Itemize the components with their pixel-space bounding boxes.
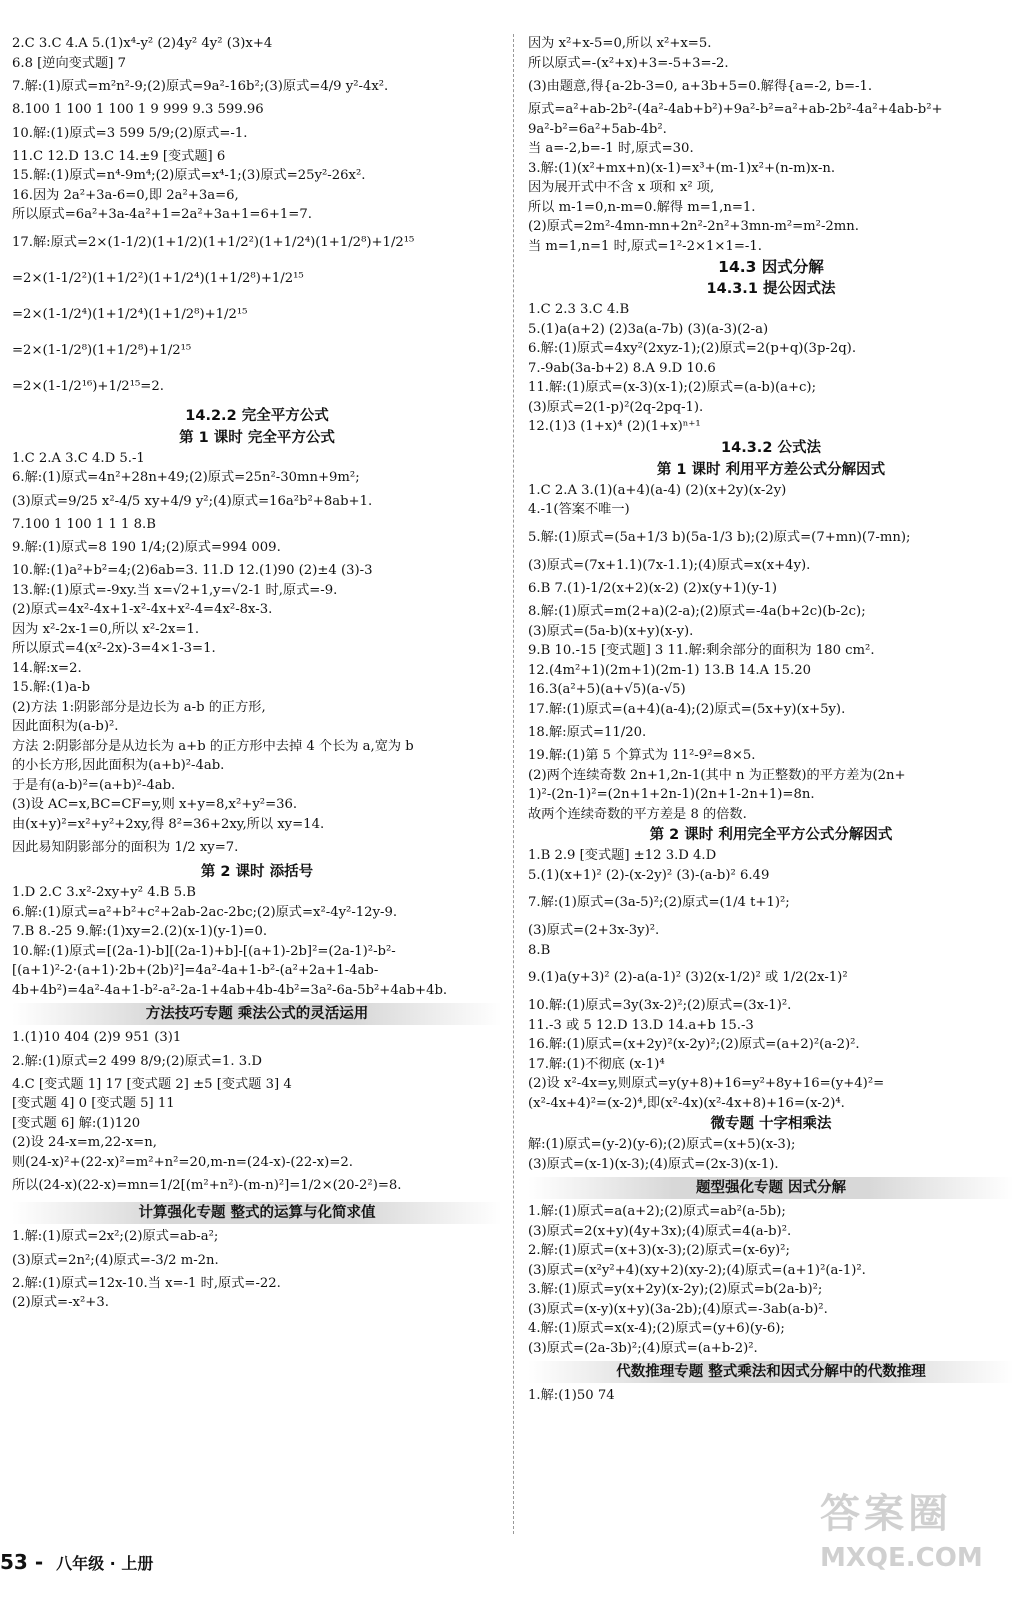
answer-line: (3)原式=(x-1)(x-3);(4)原式=(2x-3)(x-1). (528, 1156, 779, 1172)
answer-line: 当 a=-2,b=-1 时,原式=30. (528, 141, 694, 156)
answer-line: 4.-1(答案不唯一) (528, 502, 630, 517)
answer-line: 则(24-x)²+(22-x)²=m²+n²=20,m-n=(24-x)-(22-x)=2. (12, 1154, 353, 1170)
answer-line: 2.解:(1)原式=2 499 8/9;(2)原式=1. 3.D (12, 1053, 262, 1069)
answer-line: =2×(1-1/2⁴)(1+1/2⁴)(1+1/2⁸)+1/2¹⁵ (12, 306, 248, 322)
answer-line: 7.B 8.-25 9.解:(1)xy=2.(2)(x-1)(y-1)=0. (12, 924, 268, 939)
answer-line: (3)由题意,得{a-2b-3=0, a+3b+5=0.解得{a=-2, b=-1. (528, 79, 873, 94)
watermark-text: 答案圈 (820, 1491, 952, 1537)
answer-line: 因为展开式中不含 x 项和 x² 项, (528, 180, 715, 195)
answer-line: 所以 m-1=0,n-m=0.解得 m=1,n=1. (528, 199, 756, 215)
grade-label: 八年级 · 上册 (56, 1554, 154, 1573)
answer-line: 解:(1)原式=(y-2)(y-6);(2)原式=(x+5)(x-3); (528, 1137, 796, 1152)
answer-line: (3)原式=(2a-3b)²;(4)原式=(a+b-2)². (528, 1340, 758, 1356)
answer-line: 6.解:(1)原式=4n²+28n+49;(2)原式=25n²-30mn+9m²; (12, 470, 360, 485)
answer-line: [变式题 4] 0 [变式题 5] 11 (12, 1096, 175, 1111)
answer-line: 6.解:(1)原式=a²+b²+c²+2ab-2ac-2bc;(2)原式=x²-4y²-12y-9. (12, 904, 398, 920)
right-column (528, 34, 1014, 1406)
answer-line: 的小长方形,因此面积为(a+b)²-4ab. (12, 758, 225, 773)
watermark-logo (820, 1482, 1020, 1592)
answer-line: 1.解:(1)50 74 (528, 1388, 615, 1403)
answer-line: 2.解:(1)原式=12x-10.当 x=-1 时,原式=-22. (12, 1275, 281, 1291)
answer-line: 1.C 2.3 3.C 4.B (528, 302, 630, 317)
answer-line: 4.解:(1)原式=x(x-4);(2)原式=(y+6)(y-6); (528, 1321, 785, 1336)
answer-line: 10.解:(1)原式=3y(3x-2)²;(2)原式=(3x-1)². (528, 998, 792, 1013)
section-heading: 14.3.2 公式法 (721, 439, 821, 456)
answer-line: 8.解:(1)原式=m(2+a)(2-a);(2)原式=-4a(b+2c)(b-2c); (528, 604, 866, 619)
answer-line: 17.解:原式=2×(1-1/2)(1+1/2)(1+1/2²)(1+1/2⁴)(1+1/2⁸)+1/2¹⁵ (12, 234, 415, 250)
section-heading: 微专题 十字相乘法 (710, 1116, 832, 1132)
answer-line: 7.100 1 100 1 1 1 8.B (12, 516, 156, 532)
answer-line: 12.(1)3 (1+x)⁴ (2)(1+x)ⁿ⁺¹ (528, 419, 701, 434)
answer-line: 9.(1)a(y+3)² (2)-a(a-1)² (3)2(x-1/2)² 或 1/2(2x-1)² (528, 970, 848, 985)
answer-line: (3)设 AC=x,BC=CF=y,则 x+y=8,x²+y²=36. (12, 797, 298, 812)
page-number: 53 (0, 1550, 28, 1574)
answer-line: 2.解:(1)原式=(x+3)(x-3);(2)原式=(x-6y)²; (528, 1243, 790, 1258)
footer-separator: - (34, 1550, 44, 1574)
answer-line: (2)原式=2m²-4mn-mn+2n²-2n²+3mn-m²=m²-2mn. (528, 219, 859, 234)
answer-line: 16.解:(1)原式=(x+2y)²(x-2y)²;(2)原式=(a+2)²(a-2)². (528, 1037, 860, 1052)
section-heading: 方法技巧专题 乘法公式的灵活运用 (12, 1003, 502, 1025)
column-divider (513, 34, 514, 1534)
answer-line: 因此面积为(a-b)². (12, 719, 119, 734)
section-heading: 代数推理专题 整式乘法和因式分解中的代数推理 (528, 1361, 1014, 1383)
answer-line: 6.B 7.(1)-1/2(x+2)(x-2) (2)x(y+1)(y-1) (528, 581, 777, 596)
answer-line: (3)原式=(x-y)(x+y)(3a-2b);(4)原式=-3ab(a-b)². (528, 1301, 828, 1317)
answer-line: 所以原式=-(x²+x)+3=-5+3=-2. (528, 55, 729, 71)
answer-line: 7.-9ab(3a-b+2) 8.A 9.D 10.6 (528, 360, 716, 376)
answer-line: 方法 2:阴影部分是从边长为 a+b 的正方形中去掉 4 个长为 a,宽为 b (12, 738, 414, 754)
section-heading: 14.3 因式分解 (718, 258, 824, 276)
answer-line: 8.B (528, 942, 551, 958)
answer-line: 1.解:(1)原式=2x²;(2)原式=ab-a²; (12, 1229, 219, 1244)
answer-line: 由(x+y)²=x²+y²+2xy,得 8²=36+2xy,所以 xy=14. (12, 816, 325, 832)
answer-line: 18.解:原式=11/20. (528, 725, 647, 740)
answer-line: 于是有(a-b)²=(a+b)²-4ab. (12, 777, 176, 793)
answer-line: 1)²-(2n-1)²=(2n+1+2n-1)(2n+1-2n+1)=8n. (528, 787, 815, 802)
answer-line: 10.解:(1)原式=[(2a-1)-b][(2a-1)+b]-[(a+1)-2b]²=(2a-1)²-b²- (12, 943, 396, 959)
section-heading: 第 1 课时 完全平方公式 (179, 429, 335, 446)
answer-line: (3)原式=(x²y²+4)(xy+2)(xy-2);(4)原式=(a+1)²(a-1)². (528, 1262, 866, 1278)
answer-line: 所以(24-x)(22-x)=mn=1/2[(m²+n²)-(m-n)²]=1/2×(20-2²)=8. (12, 1178, 402, 1193)
answer-line: (3)原式=2(1-p)²(2q-2pq-1). (528, 399, 704, 415)
answer-line: 当 m=1,n=1 时,原式=1²-2×1×1=-1. (528, 238, 762, 254)
answer-line: 12.(4m²+1)(2m+1)(2m-1) 13.B 14.A 15.20 (528, 662, 812, 678)
answer-line: =2×(1-1/2²)(1+1/2²)(1+1/2⁴)(1+1/2⁸)+1/2¹⁵ (12, 270, 304, 286)
answer-line: (3)原式=9/25 x²-4/5 xy+4/9 y²;(4)原式=16a²b²+8ab+1. (12, 493, 373, 509)
answer-line: (3)原式=2n²;(4)原式=-3/2 m-2n. (12, 1252, 219, 1268)
answer-line: 17.解:(1)原式=(a+4)(a-4);(2)原式=(5x+y)(x+5y). (528, 701, 846, 717)
answer-line: 3.解:(1)原式=y(x+2y)(x-2y);(2)原式=b(2a-b)²; (528, 1282, 823, 1297)
answer-line: 17.解:(1)不彻底 (x-1)⁴ (528, 1056, 665, 1072)
watermark-url: MXQE.COM (820, 1543, 983, 1573)
answer-line: 8.100 1 100 1 100 1 9 999 9.3 599.96 (12, 102, 264, 117)
section-heading: 题型强化专题 因式分解 (528, 1177, 1014, 1199)
answer-line: 7.解:(1)原式=m²n²-9;(2)原式=9a²-16b²;(3)原式=4/9 y²-4x². (12, 79, 389, 94)
answer-line: 15.解:(1)原式=n⁴-9m⁴;(2)原式=x⁴-1;(3)原式=25y²-26x². (12, 168, 366, 183)
answer-line: 5.(1)a(a+2) (2)3a(a-7b) (3)(a-3)(2-a) (528, 321, 769, 337)
answer-line: [变式题 6] 解:(1)120 (12, 1115, 141, 1131)
answer-line: (3)原式=2(x+y)(4y+3x);(4)原式=4(a-b)². (528, 1223, 792, 1239)
answer-line: 11.C 12.D 13.C 14.±9 [变式题] 6 (12, 148, 226, 164)
section-heading: 计算强化专题 整式的运算与化简求值 (12, 1202, 502, 1224)
answer-line: 4.C [变式题 1] 17 [变式题 2] ±5 [变式题 3] 4 (12, 1076, 292, 1092)
section-heading: 第 2 课时 添括号 (200, 864, 314, 880)
answer-line: (2)方法 1:阴影部分是边长为 a-b 的正方形, (12, 699, 266, 715)
section-heading: 第 1 课时 利用平方差公式分解因式 (656, 461, 886, 478)
answer-line: 13.解:(1)原式=-9xy.当 x=√2+1,y=√2-1 时,原式=-9. (12, 582, 338, 598)
answer-line: 1.C 2.A 3.(1)(a+4)(a-4) (2)(x+2y)(x-2y) (528, 482, 787, 498)
answer-line: 因为 x²-2x-1=0,所以 x²-2x=1. (12, 621, 200, 637)
answer-line: 9.解:(1)原式=8 190 1/4;(2)原式=994 009. (12, 540, 281, 555)
answer-line: 因此易知阴影部分的面积为 1/2 xy=7. (12, 840, 239, 855)
answer-line: 19.解:(1)第 5 个算式为 11²-9²=8×5. (528, 748, 756, 763)
answer-line: (2)两个连续奇数 2n+1,2n-1(其中 n 为正整数)的平方差为(2n+ (528, 767, 906, 783)
answer-line: (x²-4x+4)²=(x-2)⁴,即(x²-4x)(x²-4x+8)+16=(x-2)⁴. (528, 1095, 845, 1111)
answer-line: 15.解:(1)a-b (12, 680, 91, 695)
answer-line: =2×(1-1/2⁸)(1+1/2⁸)+1/2¹⁵ (12, 342, 192, 358)
answer-line: 10.解:(1)a²+b²=4;(2)6ab=3. 11.D 12.(1)90 (2)±4 (3)-3 (12, 563, 373, 578)
answer-line: 5.(1)(x+1)² (2)-(x-2y)² (3)-(a-b)² 6.49 (528, 867, 770, 883)
answer-line: 1.B 2.9 [变式题] ±12 3.D 4.D (528, 848, 717, 863)
answer-line: 11.解:(1)原式=(x-3)(x-1);(2)原式=(a-b)(a+c); (528, 380, 817, 395)
answer-line: 原式=a²+ab-2b²-(4a²-4ab+b²)+9a²-b²=a²+ab-2b²-4a²+4ab-b²+ (528, 102, 943, 117)
answer-line: 因为 x²+x-5=0,所以 x²+x=5. (528, 36, 712, 51)
answer-line: 1.D 2.C 3.x²-2xy+y² 4.B 5.B (12, 885, 196, 900)
answer-line: 所以原式=4(x²-2x)-3=4×1-3=1. (12, 641, 216, 656)
answer-line: 14.解:x=2. (12, 660, 82, 676)
page-footer (0, 1550, 153, 1574)
answer-line: (3)原式=(2+3x-3y)². (528, 923, 660, 938)
answer-line: 9.B 10.-15 [变式题] 3 11.解:剩余部分的面积为 180 cm². (528, 643, 875, 658)
answer-line: =2×(1-1/2¹⁶)+1/2¹⁵=2. (12, 378, 164, 394)
answer-line: 6.8 [逆向变式题] 7 (12, 55, 126, 71)
left-column (12, 34, 502, 1313)
answer-line: 1.解:(1)原式=a(a+2);(2)原式=ab²(a-5b); (528, 1204, 786, 1219)
answer-line: (2)设 x²-4x=y,则原式=y(y+8)+16=y²+8y+16=(y+4)²= (528, 1076, 885, 1091)
answer-line: 所以原式=6a²+3a-4a²+1=2a²+3a+1=6+1=7. (12, 207, 312, 222)
answer-line: 10.解:(1)原式=3 599 5/9;(2)原式=-1. (12, 125, 248, 141)
answer-line: 1.(1)10 404 (2)9 951 (3)1 (12, 1030, 182, 1045)
answer-line: 2.C 3.C 4.A 5.(1)x⁴-y² (2)4y² 4y² (3)x+4 (12, 36, 273, 51)
answer-line: [(a+1)²-2·(a+1)·2b+(2b)²]=4a²-4a+1-b²-(a²+2a+1-4ab- (12, 963, 379, 978)
answer-line: 16.3(a²+5)(a+√5)(a-√5) (528, 682, 686, 697)
answer-line: 6.解:(1)原式=4xy²(2xyz-1);(2)原式=2(p+q)(3p-2q). (528, 341, 857, 356)
answer-line: 1.C 2.A 3.C 4.D 5.-1 (12, 450, 145, 466)
answer-line: 7.解:(1)原式=(3a-5)²;(2)原式=(1/4 t+1)²; (528, 895, 790, 910)
answer-line: 16.因为 2a²+3a-6=0,即 2a²+3a=6, (12, 187, 239, 203)
section-heading: 14.3.1 提公因式法 (706, 281, 836, 297)
answer-line: (2)设 24-x=m,22-x=n, (12, 1135, 157, 1150)
section-heading: 14.2.2 完全平方公式 (185, 407, 329, 424)
answer-line: 9a²-b²=6a²+5ab-4b². (528, 121, 667, 137)
answer-line: (3)原式=(7x+1.1)(7x-1.1);(4)原式=x(x+4y). (528, 557, 811, 573)
answer-line: (2)原式=-x²+3. (12, 1295, 109, 1310)
section-heading: 第 2 课时 利用完全平方公式分解因式 (649, 827, 893, 843)
answer-line: 故两个连续奇数的平方差是 8 的倍数. (528, 806, 747, 822)
answer-line: 4b+4b²)=4a²-4a+1-b²-a²-2a-1+4ab+4b-4b²=3a²-6a-5b²+4ab+4b. (12, 982, 448, 998)
answer-line: 5.解:(1)原式=(5a+1/3 b)(5a-1/3 b);(2)原式=(7+mn)(7-mn); (528, 529, 911, 545)
answer-line: 3.解:(1)(x²+mx+n)(x-1)=x³+(m-1)x²+(n-m)x-n. (528, 160, 836, 176)
answer-line: (2)原式=4x²-4x+1-x²-4x+x²-4=4x²-8x-3. (12, 602, 273, 617)
answer-line: (3)原式=(5a-b)(x+y)(x-y). (528, 623, 694, 639)
answer-line: 11.-3 或 5 12.D 13.D 14.a+b 15.-3 (528, 1017, 754, 1033)
